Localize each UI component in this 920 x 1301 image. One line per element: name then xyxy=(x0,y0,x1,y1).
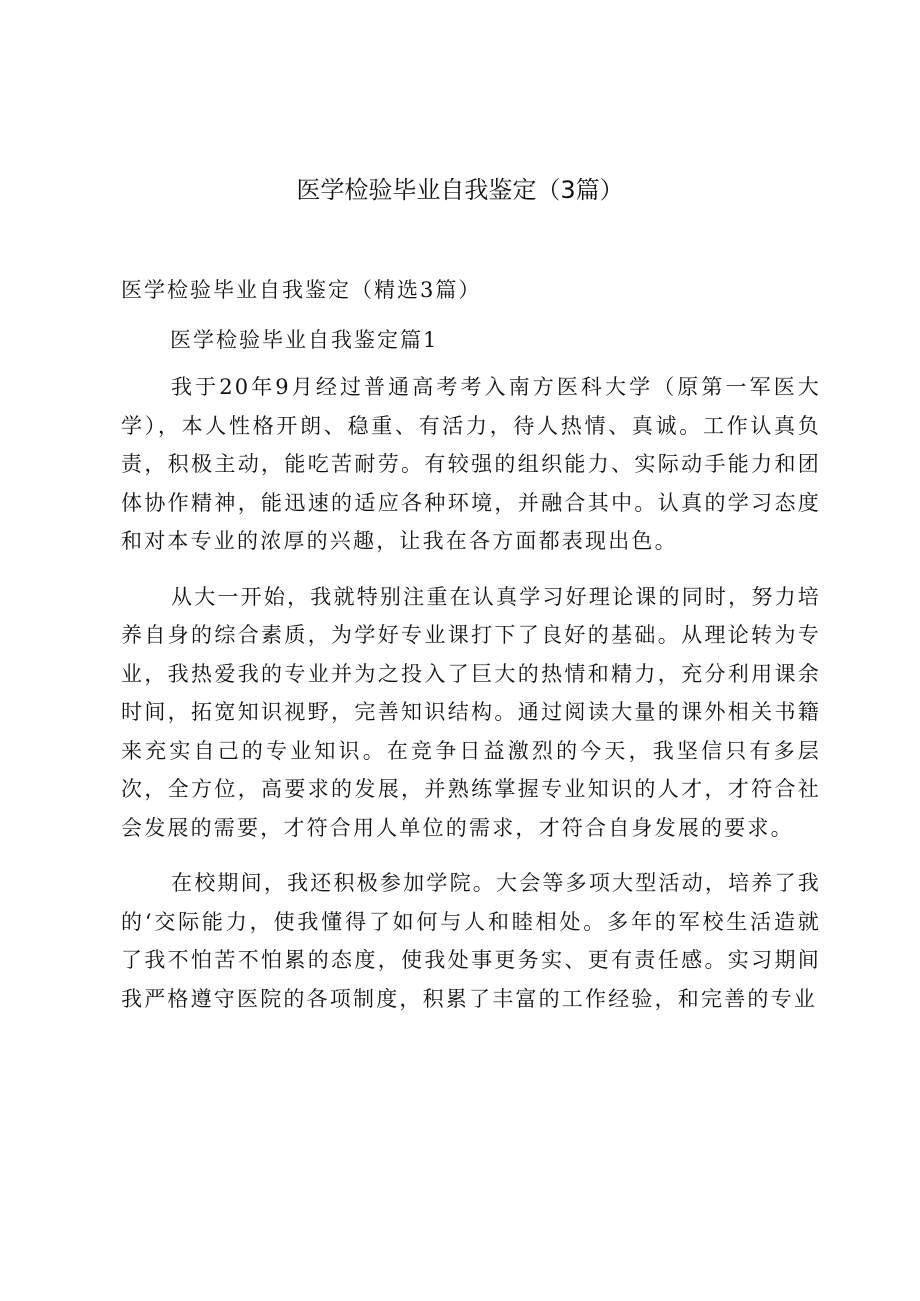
paragraph: 从大一开始，我就特别注重在认真学习好理论课的同时，努力培养自身的综合素质，为学好专业课打下了良好的基础。从理论转为专业，我热爱我的专业并为之投入了巨大的热情和精力，充分利用课余时间，拓宽知识视野，完善知识结构。通过阅读大量的课外相关书籍来充实自己的专业知识。在竞争日益激烈的今天，我坚信只有多层次，全方位，高要求的发展，并熟练掌握专业知识的人才，才符合社会发展的需要，才符合用人单位的需求，才符合自身发展的要求。 xyxy=(121,584,821,840)
document-title: 医学检验毕业自我鉴定（3篇） xyxy=(296,176,624,204)
section-heading: 医学检验毕业自我鉴定篇1 xyxy=(170,328,439,352)
document-body xyxy=(121,368,821,1035)
paragraph: 在校期间，我还积极参加学院。大会等多项大型活动，培养了我的‘交际能力，使我懂得了如何与人和睦相处。多年的军校生活造就了我不怕苦不怕累的态度，使我处事更务实、更有责任感。实习期间我严格遵守医院的各项制度，积累了丰富的工作经验，和完善的专业 xyxy=(121,871,821,1011)
paragraph: 我于20年9月经过普通高考考入南方医科大学（原第一军医大学），本人性格开朗、稳重、有活力，待人热情、真诚。工作认真负责，积极主动，能吃苦耐劳。有较强的组织能力、实际动手能力和团体协作精神，能迅速的适应各种环境，并融合其中。认真的学习态度和对本专业的浓厚的兴趣，让我在各方面都表现出色。 xyxy=(121,375,821,553)
document-subtitle: 医学检验毕业自我鉴定（精选3篇） xyxy=(121,278,482,302)
